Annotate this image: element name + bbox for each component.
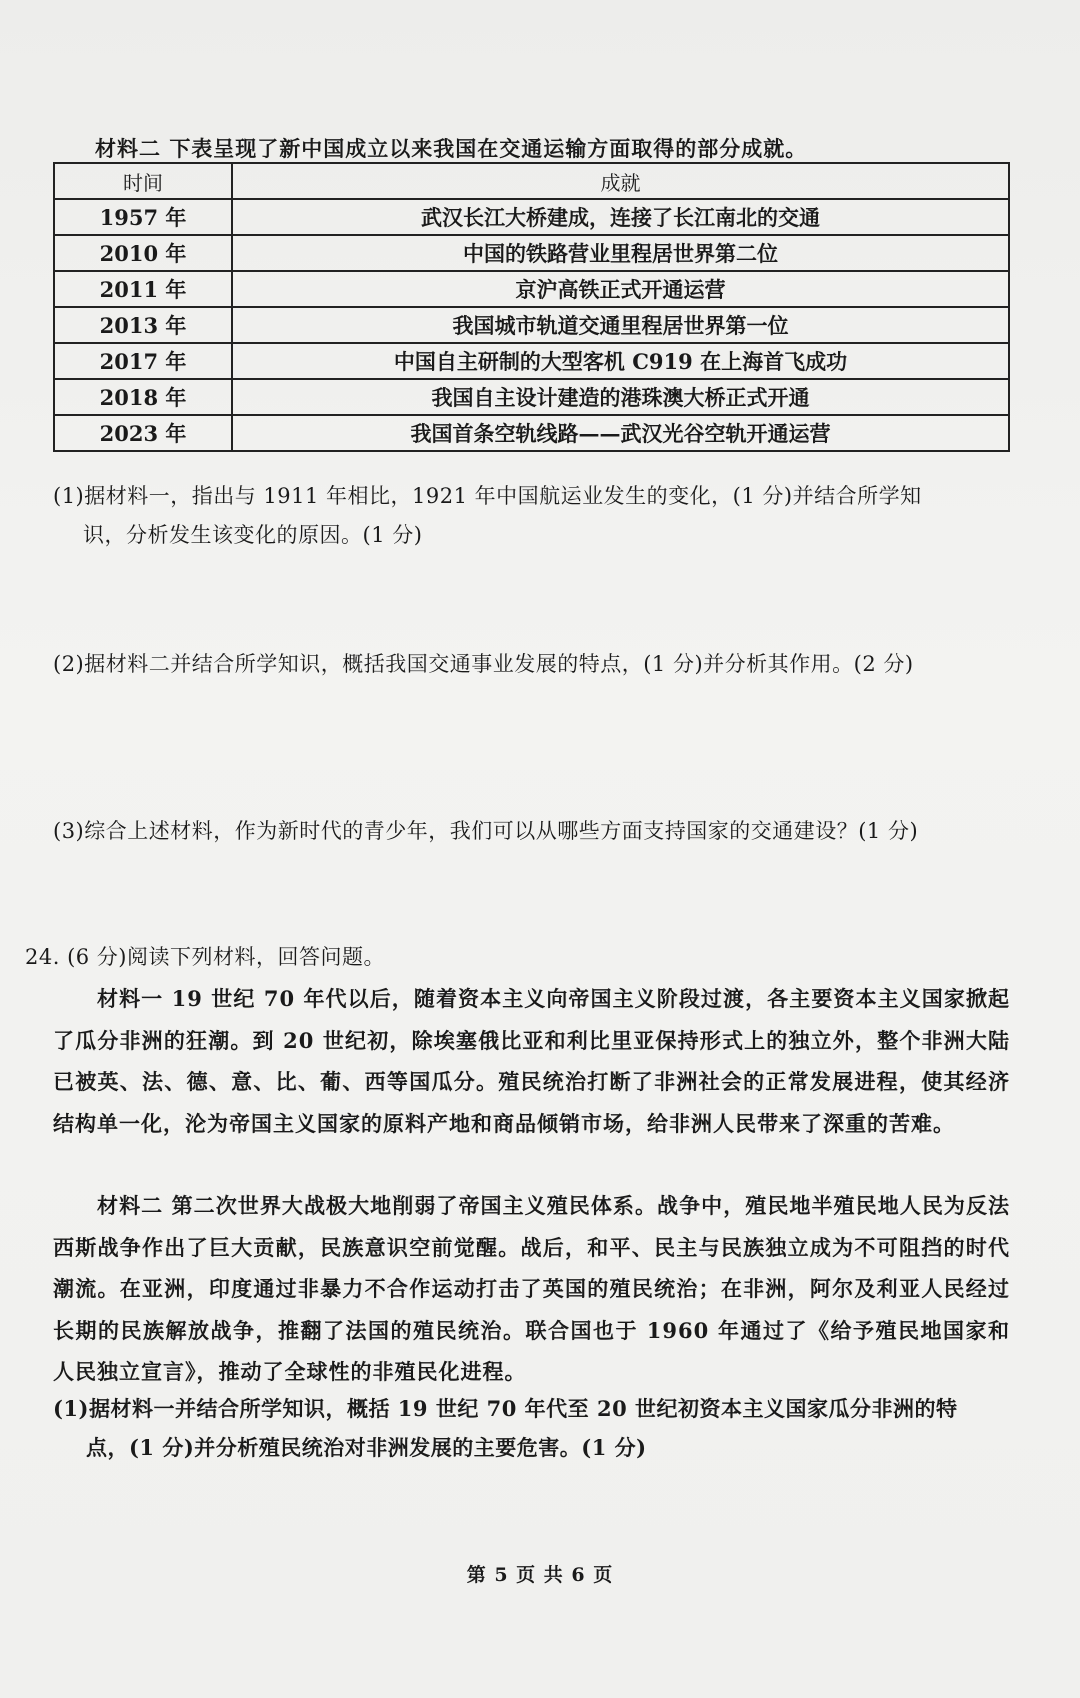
question-24-1-line1: (1)据材料一并结合所学知识，概括 19 世纪 70 年代至 20 世纪初资本主义国家瓜分非洲的特: [53, 1396, 958, 1421]
q24-material-two-label: 材料二: [97, 1193, 164, 1218]
material-two-intro: [95, 133, 1015, 163]
header-time: 时间: [54, 163, 232, 199]
row-achievement: 中国自主研制的大型客机 C919 在上海首飞成功: [232, 343, 1009, 379]
question-23-3: (3)综合上述材料，作为新时代的青少年，我们可以从哪些方面支持国家的交通建设？(1 分): [53, 819, 919, 843]
row-achievement: 中国的铁路营业里程居世界第二位: [232, 235, 1009, 271]
row-year: 2018 年: [54, 379, 232, 415]
question-23-2: (2)据材料二并结合所学知识，概括我国交通事业发展的特点，(1 分)并分析其作用。(2 分): [53, 652, 914, 676]
material-two-label: 材料二: [95, 136, 161, 161]
row-year: 2010 年: [54, 235, 232, 271]
table-row: [54, 235, 1009, 271]
row-year: 2011 年: [54, 271, 232, 307]
question-24-heading: 24. (6 分)阅读下列材料，回答问题。: [25, 945, 385, 969]
q24-material-one-label: 材料一: [97, 986, 164, 1011]
row-year: 1957 年: [54, 199, 232, 235]
row-achievement: 我国城市轨道交通里程居世界第一位: [232, 307, 1009, 343]
table-row: [54, 379, 1009, 415]
row-achievement: 我国自主设计建造的港珠澳大桥正式开通: [232, 379, 1009, 415]
achievements-table: [53, 162, 1010, 452]
table-row: [54, 415, 1009, 451]
page-footer: 第 5 页 共 6 页: [466, 1564, 614, 1586]
row-achievement: 我国首条空轨线路——武汉光谷空轨开通运营: [232, 415, 1009, 451]
row-year: 2017 年: [54, 343, 232, 379]
question-24-1: [53, 1390, 1010, 1468]
table-row: [54, 307, 1009, 343]
q24-material-one-text: 19 世纪 70 年代以后，随着资本主义向帝国主义阶段过渡，各主要资本主义国家掀起了瓜分非洲的狂潮。到 20 世纪初，除埃塞俄比亚和利比里亚保持形式上的独立外，整个非洲大陆已被英、法、德、意、比、葡、西等国瓜分。殖民统治打断了非洲社会的正常发展进程，使其经济结构单一化，沦为帝国主义国家的原料产地和商品倾销市场，给非洲人民带来了深重的苦难。: [53, 986, 1011, 1136]
material-two-text: 下表呈现了新中国成立以来我国在交通运输方面取得的部分成就。: [169, 136, 808, 161]
row-year: 2023 年: [54, 415, 232, 451]
row-achievement: 京沪高铁正式开通运营: [232, 271, 1009, 307]
table-row: [54, 199, 1009, 235]
question-23-1-line1: (1)据材料一，指出与 1911 年相比，1921 年中国航运业发生的变化，(1 分)并结合所学知: [53, 484, 922, 508]
question-23-1: [53, 477, 1010, 555]
q24-material-one: [53, 978, 1010, 1144]
row-year: 2013 年: [54, 307, 232, 343]
q24-material-two-text: 第二次世界大战极大地削弱了帝国主义殖民体系。战争中，殖民地半殖民地人民为反法西斯战争作出了巨大贡献，民族意识空前觉醒。战后，和平、民主与民族独立成为不可阻挡的时代潮流。在亚洲，印度通过非暴力不合作运动打击了英国的殖民统治；在非洲，阿尔及利亚人民经过长期的民族解放战争，推翻了法国的殖民统治。联合国也于 1960 年通过了《给予殖民地国家和人民独立宣言》，推动了全球性的非殖民化进程。: [53, 1193, 1011, 1384]
question-24-1-line2: 点，(1 分)并分析殖民统治对非洲发展的主要危害。(1 分): [86, 1434, 647, 1460]
q24-material-two: [53, 1185, 1010, 1393]
question-23-1-line2: 识，分析发生该变化的原因。(1 分): [83, 522, 423, 547]
row-achievement: 武汉长江大桥建成，连接了长江南北的交通: [232, 199, 1009, 235]
table-header-row: [54, 163, 1009, 199]
table-row: [54, 343, 1009, 379]
header-achievement: 成就: [232, 163, 1009, 199]
table-row: [54, 271, 1009, 307]
